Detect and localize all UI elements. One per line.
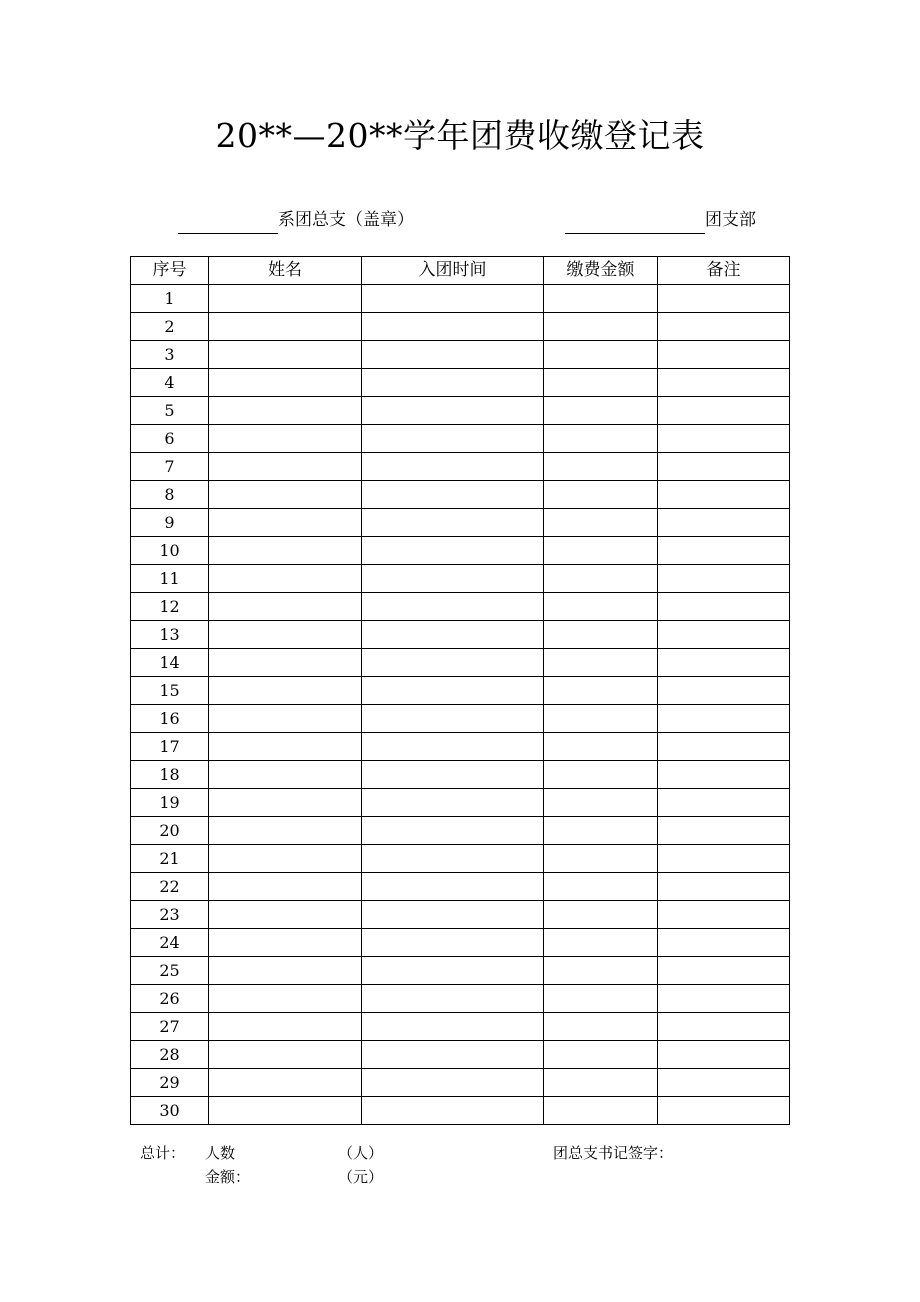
name-cell[interactable]: [209, 313, 362, 341]
name-cell[interactable]: [209, 985, 362, 1013]
amount-cell[interactable]: [544, 453, 658, 481]
name-cell[interactable]: [209, 369, 362, 397]
join-date-cell[interactable]: [362, 705, 544, 733]
join-date-cell[interactable]: [362, 397, 544, 425]
join-date-cell[interactable]: [362, 285, 544, 313]
remarks-cell[interactable]: [658, 537, 790, 565]
row-index: 14: [131, 649, 209, 677]
name-cell[interactable]: [209, 1041, 362, 1069]
name-cell[interactable]: [209, 789, 362, 817]
name-cell[interactable]: [209, 453, 362, 481]
join-date-cell[interactable]: [362, 425, 544, 453]
amount-cell[interactable]: [544, 957, 658, 985]
row-index: 17: [131, 733, 209, 761]
table-row: [131, 537, 790, 565]
row-index: 20: [131, 817, 209, 845]
name-cell[interactable]: [209, 873, 362, 901]
amount-cell[interactable]: [544, 761, 658, 789]
join-date-cell[interactable]: [362, 845, 544, 873]
name-cell[interactable]: [209, 761, 362, 789]
remarks-cell[interactable]: [658, 1069, 790, 1097]
remarks-cell[interactable]: [658, 761, 790, 789]
name-cell[interactable]: [209, 649, 362, 677]
amount-cell[interactable]: [544, 1069, 658, 1097]
remarks-cell[interactable]: [658, 845, 790, 873]
row-index: 21: [131, 845, 209, 873]
table-row: [131, 957, 790, 985]
name-cell[interactable]: [209, 537, 362, 565]
remarks-cell[interactable]: [658, 593, 790, 621]
join-date-cell[interactable]: [362, 341, 544, 369]
remarks-cell[interactable]: [658, 397, 790, 425]
join-date-cell[interactable]: [362, 761, 544, 789]
join-date-cell[interactable]: [362, 369, 544, 397]
join-date-cell[interactable]: [362, 733, 544, 761]
amount-cell[interactable]: [544, 481, 658, 509]
remarks-cell[interactable]: [658, 341, 790, 369]
amount-unit: （元）: [338, 1168, 384, 1186]
remarks-cell[interactable]: [658, 929, 790, 957]
amount-cell[interactable]: [544, 1097, 658, 1125]
remarks-cell[interactable]: [658, 313, 790, 341]
department-line: [178, 206, 414, 234]
row-index: 12: [131, 593, 209, 621]
name-cell[interactable]: [209, 817, 362, 845]
amount-cell[interactable]: [544, 565, 658, 593]
amount-cell[interactable]: [544, 845, 658, 873]
amount-cell[interactable]: [544, 1013, 658, 1041]
row-index: 22: [131, 873, 209, 901]
amount-cell[interactable]: [544, 789, 658, 817]
column-header-index: 序号: [131, 257, 209, 285]
amount-cell[interactable]: [544, 985, 658, 1013]
amount-cell[interactable]: [544, 313, 658, 341]
row-index: 23: [131, 901, 209, 929]
branch-line: [565, 206, 756, 234]
table-row: [131, 1041, 790, 1069]
name-cell[interactable]: [209, 1069, 362, 1097]
row-index: 10: [131, 537, 209, 565]
remarks-cell[interactable]: [658, 901, 790, 929]
table-row: [131, 1069, 790, 1097]
table-row: [131, 649, 790, 677]
table-row: [131, 985, 790, 1013]
remarks-cell[interactable]: [658, 649, 790, 677]
row-index: 16: [131, 705, 209, 733]
table-row: [131, 313, 790, 341]
table-row: [131, 929, 790, 957]
name-cell[interactable]: [209, 1013, 362, 1041]
join-date-cell[interactable]: [362, 1097, 544, 1125]
row-index: 18: [131, 761, 209, 789]
remarks-cell[interactable]: [658, 733, 790, 761]
department-label: 系团总支（盖章）: [278, 210, 414, 230]
name-cell[interactable]: [209, 285, 362, 313]
name-cell[interactable]: [209, 593, 362, 621]
join-date-cell[interactable]: [362, 453, 544, 481]
row-index: 6: [131, 425, 209, 453]
remarks-cell[interactable]: [658, 985, 790, 1013]
amount-cell[interactable]: [544, 733, 658, 761]
join-date-cell[interactable]: [362, 509, 544, 537]
row-index: 7: [131, 453, 209, 481]
row-index: 25: [131, 957, 209, 985]
name-cell[interactable]: [209, 733, 362, 761]
remarks-cell[interactable]: [658, 1041, 790, 1069]
amount-cell[interactable]: [544, 705, 658, 733]
name-cell[interactable]: [209, 845, 362, 873]
table-row: [131, 621, 790, 649]
table-row: [131, 593, 790, 621]
row-index: 3: [131, 341, 209, 369]
amount-cell[interactable]: [544, 593, 658, 621]
table-row: [131, 733, 790, 761]
amount-cell[interactable]: [544, 285, 658, 313]
amount-cell[interactable]: [544, 901, 658, 929]
amount-label: 金额：: [205, 1168, 251, 1186]
remarks-cell[interactable]: [658, 509, 790, 537]
join-date-cell[interactable]: [362, 481, 544, 509]
column-header-join-date: 入团时间: [362, 257, 544, 285]
join-date-cell[interactable]: [362, 789, 544, 817]
join-date-cell[interactable]: [362, 313, 544, 341]
name-cell[interactable]: [209, 481, 362, 509]
row-index: 24: [131, 929, 209, 957]
remarks-cell[interactable]: [658, 285, 790, 313]
table-row: [131, 1013, 790, 1041]
remarks-cell[interactable]: [658, 621, 790, 649]
total-label: 总计：: [140, 1144, 186, 1162]
table-row: [131, 677, 790, 705]
row-index: 26: [131, 985, 209, 1013]
amount-cell[interactable]: [544, 649, 658, 677]
remarks-cell[interactable]: [658, 817, 790, 845]
table-row: [131, 509, 790, 537]
amount-cell[interactable]: [544, 509, 658, 537]
row-index: 9: [131, 509, 209, 537]
join-date-cell[interactable]: [362, 901, 544, 929]
table-row: [131, 761, 790, 789]
amount-cell[interactable]: [544, 537, 658, 565]
table-row: [131, 901, 790, 929]
remarks-cell[interactable]: [658, 425, 790, 453]
table-row: [131, 817, 790, 845]
table-row: [131, 481, 790, 509]
name-cell[interactable]: [209, 509, 362, 537]
name-cell[interactable]: [209, 425, 362, 453]
amount-cell[interactable]: [544, 1041, 658, 1069]
join-date-cell[interactable]: [362, 565, 544, 593]
row-index: 19: [131, 789, 209, 817]
signature-label: 团总支书记签字：: [553, 1144, 674, 1162]
join-date-cell[interactable]: [362, 985, 544, 1013]
branch-blank[interactable]: [565, 213, 705, 234]
name-cell[interactable]: [209, 397, 362, 425]
join-date-cell[interactable]: [362, 1041, 544, 1069]
remarks-cell[interactable]: [658, 789, 790, 817]
amount-cell[interactable]: [544, 341, 658, 369]
row-index: 11: [131, 565, 209, 593]
remarks-cell[interactable]: [658, 453, 790, 481]
row-index: 5: [131, 397, 209, 425]
branch-label: 团支部: [705, 210, 756, 230]
amount-cell[interactable]: [544, 873, 658, 901]
row-index: 30: [131, 1097, 209, 1125]
table-row: [131, 397, 790, 425]
name-cell[interactable]: [209, 705, 362, 733]
table-row: [131, 285, 790, 313]
amount-cell[interactable]: [544, 929, 658, 957]
row-index: 4: [131, 369, 209, 397]
table-row: [131, 341, 790, 369]
table-row: [131, 873, 790, 901]
join-date-cell[interactable]: [362, 1069, 544, 1097]
remarks-cell[interactable]: [658, 369, 790, 397]
amount-cell[interactable]: [544, 677, 658, 705]
table-row: [131, 1097, 790, 1125]
row-index: 1: [131, 285, 209, 313]
table-row: [131, 425, 790, 453]
amount-cell[interactable]: [544, 817, 658, 845]
name-cell[interactable]: [209, 957, 362, 985]
join-date-cell[interactable]: [362, 621, 544, 649]
table-row: [131, 453, 790, 481]
amount-cell[interactable]: [544, 397, 658, 425]
remarks-cell[interactable]: [658, 565, 790, 593]
table-row: [131, 565, 790, 593]
column-header-remarks: 备注: [658, 257, 790, 285]
join-date-cell[interactable]: [362, 537, 544, 565]
registration-table: [130, 256, 790, 1125]
count-unit: （人）: [338, 1144, 384, 1162]
remarks-cell[interactable]: [658, 677, 790, 705]
name-cell[interactable]: [209, 1097, 362, 1125]
table-row: [131, 369, 790, 397]
join-date-cell[interactable]: [362, 593, 544, 621]
count-label: 人数: [205, 1144, 236, 1162]
join-date-cell[interactable]: [362, 649, 544, 677]
table-row: [131, 789, 790, 817]
join-date-cell[interactable]: [362, 1013, 544, 1041]
table-row: [131, 705, 790, 733]
table-row: [131, 845, 790, 873]
name-cell[interactable]: [209, 621, 362, 649]
remarks-cell[interactable]: [658, 873, 790, 901]
remarks-cell[interactable]: [658, 705, 790, 733]
remarks-cell[interactable]: [658, 1097, 790, 1125]
page-title: 20**—20**学年团费收缴登记表: [215, 116, 705, 155]
row-index: 8: [131, 481, 209, 509]
row-index: 2: [131, 313, 209, 341]
row-index: 29: [131, 1069, 209, 1097]
amount-cell[interactable]: [544, 369, 658, 397]
amount-cell[interactable]: [544, 621, 658, 649]
join-date-cell[interactable]: [362, 957, 544, 985]
name-cell[interactable]: [209, 677, 362, 705]
name-cell[interactable]: [209, 565, 362, 593]
join-date-cell[interactable]: [362, 817, 544, 845]
name-cell[interactable]: [209, 929, 362, 957]
remarks-cell[interactable]: [658, 481, 790, 509]
join-date-cell[interactable]: [362, 929, 544, 957]
column-header-name: 姓名: [209, 257, 362, 285]
department-blank[interactable]: [178, 213, 278, 234]
join-date-cell[interactable]: [362, 873, 544, 901]
remarks-cell[interactable]: [658, 1013, 790, 1041]
amount-cell[interactable]: [544, 425, 658, 453]
column-header-amount: 缴费金额: [544, 257, 658, 285]
row-index: 27: [131, 1013, 209, 1041]
table-header-row: [131, 257, 790, 285]
name-cell[interactable]: [209, 341, 362, 369]
row-index: 15: [131, 677, 209, 705]
join-date-cell[interactable]: [362, 677, 544, 705]
row-index: 28: [131, 1041, 209, 1069]
row-index: 13: [131, 621, 209, 649]
remarks-cell[interactable]: [658, 957, 790, 985]
name-cell[interactable]: [209, 901, 362, 929]
